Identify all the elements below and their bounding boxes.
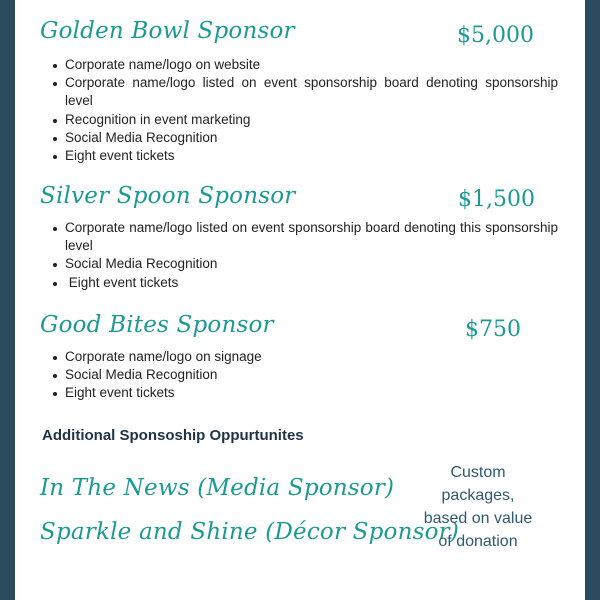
tier-title-good-bites: Good Bites Sponsor (40, 312, 274, 338)
custom-note-line: packages, (441, 487, 515, 504)
benefit-item: Social Media Recognition (15, 129, 558, 147)
custom-note-line: of donation (438, 533, 518, 550)
benefit-item: Corporate name/logo on signage (15, 348, 558, 366)
benefit-item: Eight event tickets (15, 147, 558, 165)
benefit-item: Social Media Recognition (15, 366, 558, 384)
option-decor-sponsor: Sparkle and Shine (Décor Sponsor) (40, 519, 460, 545)
benefit-item: Social Media Recognition (15, 255, 558, 273)
sponsorship-page (15, 0, 585, 600)
benefit-item: Corporate name/logo on website (15, 56, 558, 74)
tier-price-good-bites: $750 (465, 317, 521, 342)
benefit-item: Corporate name/logo listed on event sponsorship board denoting this sponsorship level (15, 219, 558, 255)
benefit-list-silver-spoon (15, 219, 558, 292)
benefit-item: Eight event tickets (15, 274, 558, 292)
custom-note-line: based on value (423, 510, 533, 527)
custom-note-line: Custom (450, 464, 506, 481)
tier-price-golden-bowl: $5,000 (457, 23, 534, 48)
benefit-item: Recognition in event marketing (15, 111, 558, 129)
tier-price-silver-spoon: $1,500 (458, 187, 535, 212)
benefit-item: Corporate name/logo listed on event sponsorship board denoting sponsorship level (15, 74, 558, 110)
benefit-list-golden-bowl (15, 56, 558, 165)
tier-title-silver-spoon: Silver Spoon Sponsor (40, 183, 296, 209)
option-media-sponsor: In The News (Media Sponsor) (40, 475, 395, 501)
benefit-item: Eight event tickets (15, 384, 558, 402)
additional-heading: Additional Sponsoship Oppurtunites (42, 427, 304, 444)
benefit-list-good-bites (15, 348, 558, 403)
tier-title-golden-bowl: Golden Bowl Sponsor (40, 18, 295, 44)
custom-package-note (408, 461, 548, 553)
